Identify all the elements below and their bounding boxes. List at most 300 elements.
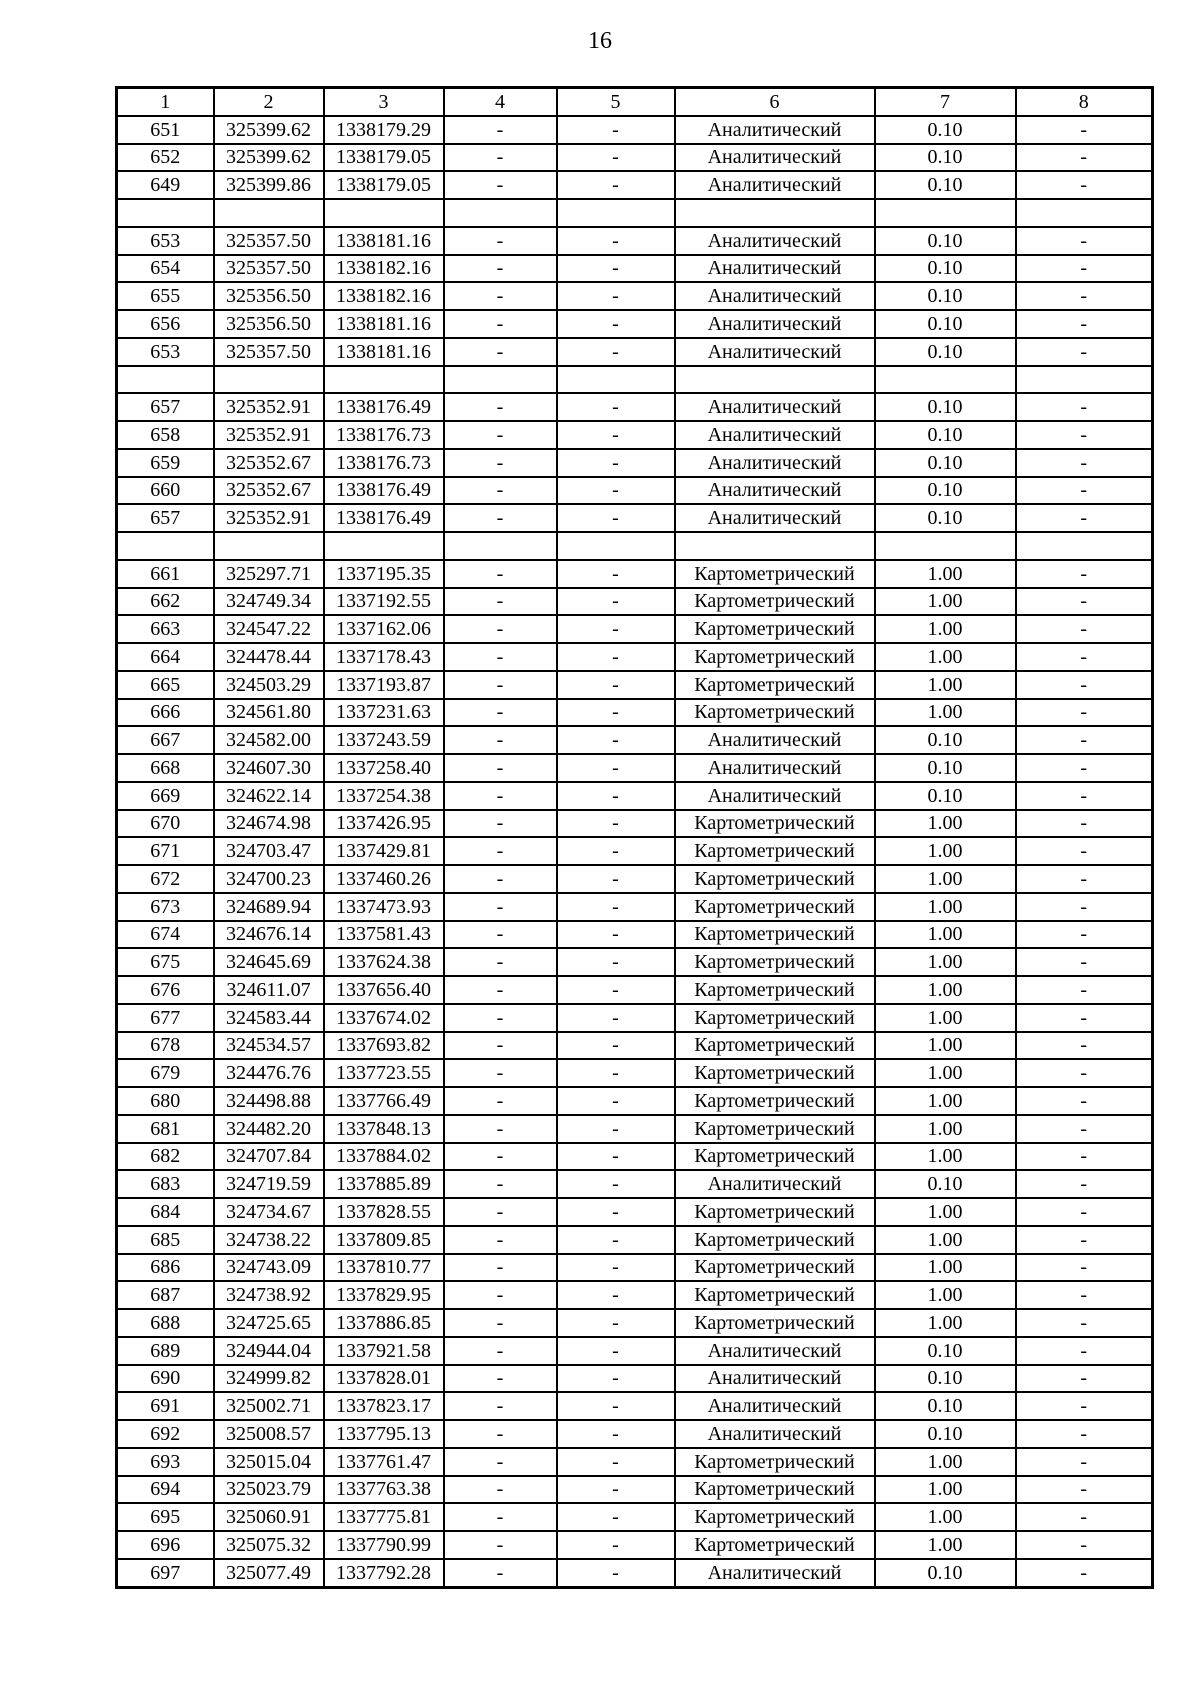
x-coordinate-cell: 325352.91 [214,504,324,532]
method-cell: Аналитический [675,171,875,199]
col5-cell: - [557,255,675,283]
accuracy-cell: 1.00 [875,1448,1016,1476]
table-row [117,1309,1153,1337]
col5-cell: - [557,810,675,838]
col5-cell: - [557,1503,675,1531]
accuracy-cell: 1.00 [875,1503,1016,1531]
col8-cell: - [1016,1198,1153,1226]
page-number: 16 [588,28,612,54]
col4-cell: - [444,1170,557,1198]
accuracy-cell: 1.00 [875,1032,1016,1060]
col8-cell: - [1016,1365,1153,1393]
col8-cell: - [1016,948,1153,976]
method-cell: Аналитический [675,726,875,754]
col4-cell: - [444,144,557,172]
method-cell: Картометрический [675,1226,875,1254]
x-coordinate-cell: 324725.65 [214,1309,324,1337]
col8-cell: - [1016,1392,1153,1420]
accuracy-cell: 1.00 [875,671,1016,699]
table-row [117,1004,1153,1032]
method-cell: Аналитический [675,255,875,283]
x-coordinate-cell: 324503.29 [214,671,324,699]
accuracy-cell [875,366,1016,394]
col4-cell: - [444,1143,557,1171]
y-coordinate-cell: 1337162.06 [324,615,444,643]
method-cell: Картометрический [675,893,875,921]
accuracy-cell: 0.10 [875,116,1016,144]
accuracy-cell: 0.10 [875,171,1016,199]
method-cell: Картометрический [675,1004,875,1032]
table-row [117,948,1153,976]
y-coordinate-cell: 1337193.87 [324,671,444,699]
table-row [117,1559,1153,1587]
col4-cell: - [444,116,557,144]
col5-cell: - [557,1559,675,1587]
col8-cell: - [1016,615,1153,643]
table-row [117,255,1153,283]
col5-cell: - [557,560,675,588]
col5-cell: - [557,116,675,144]
column-header: 3 [324,88,444,116]
x-coordinate-cell: 324611.07 [214,976,324,1004]
col8-cell: - [1016,1143,1153,1171]
x-coordinate-cell: 325357.50 [214,255,324,283]
x-coordinate-cell: 324582.00 [214,726,324,754]
x-coordinate-cell: 324700.23 [214,865,324,893]
x-coordinate-cell: 324622.14 [214,782,324,810]
col4-cell: - [444,1032,557,1060]
method-cell: Аналитический [675,504,875,532]
col5-cell: - [557,1309,675,1337]
y-coordinate-cell: 1338179.05 [324,144,444,172]
accuracy-cell: 1.00 [875,865,1016,893]
col8-cell: - [1016,671,1153,699]
x-coordinate-cell: 324478.44 [214,643,324,671]
method-cell: Картометрический [675,1059,875,1087]
y-coordinate-cell: 1337581.43 [324,921,444,949]
method-cell: Аналитический [675,1170,875,1198]
point-number-cell: 687 [117,1281,214,1309]
table-row [117,144,1153,172]
col8-cell [1016,199,1153,227]
method-cell: Аналитический [675,282,875,310]
x-coordinate-cell: 325023.79 [214,1476,324,1504]
method-cell: Аналитический [675,1420,875,1448]
method-cell: Картометрический [675,1503,875,1531]
col8-cell: - [1016,504,1153,532]
table-row [117,560,1153,588]
method-cell: Аналитический [675,310,875,338]
point-number-cell: 657 [117,393,214,421]
accuracy-cell: 1.00 [875,1226,1016,1254]
col4-cell: - [444,1337,557,1365]
y-coordinate-cell: 1338176.49 [324,393,444,421]
y-coordinate-cell: 1337178.43 [324,643,444,671]
col5-cell: - [557,310,675,338]
col4-cell: - [444,976,557,1004]
col5-cell: - [557,1392,675,1420]
y-coordinate-cell: 1337886.85 [324,1309,444,1337]
x-coordinate-cell: 324676.14 [214,921,324,949]
col5-cell: - [557,1420,675,1448]
method-cell [675,532,875,560]
col5-cell: - [557,393,675,421]
col8-cell [1016,366,1153,394]
col4-cell: - [444,171,557,199]
point-number-cell: 695 [117,1503,214,1531]
method-cell: Картометрический [675,976,875,1004]
point-number-cell: 661 [117,560,214,588]
col8-cell: - [1016,1004,1153,1032]
y-coordinate-cell: 1337828.01 [324,1365,444,1393]
method-cell: Картометрический [675,671,875,699]
y-coordinate-cell: 1338179.05 [324,171,444,199]
table-row [117,116,1153,144]
y-coordinate-cell: 1337192.55 [324,588,444,616]
table-row [117,1420,1153,1448]
column-header: 1 [117,88,214,116]
accuracy-cell: 0.10 [875,255,1016,283]
col5-cell: - [557,671,675,699]
table-row [117,1254,1153,1282]
table-row [117,726,1153,754]
x-coordinate-cell: 324707.84 [214,1143,324,1171]
col8-cell: - [1016,1226,1153,1254]
col8-cell: - [1016,1448,1153,1476]
method-cell: Картометрический [675,1309,875,1337]
y-coordinate-cell [324,366,444,394]
col5-cell: - [557,699,675,727]
x-coordinate-cell: 324534.57 [214,1032,324,1060]
y-coordinate-cell: 1337809.85 [324,1226,444,1254]
y-coordinate-cell: 1337254.38 [324,782,444,810]
col4-cell: - [444,1115,557,1143]
table-row [117,199,1153,227]
point-number-cell: 666 [117,699,214,727]
x-coordinate-cell: 325399.62 [214,116,324,144]
accuracy-cell: 0.10 [875,338,1016,366]
x-coordinate-cell: 325352.67 [214,449,324,477]
col4-cell: - [444,310,557,338]
x-coordinate-cell: 324583.44 [214,1004,324,1032]
method-cell: Картометрический [675,1143,875,1171]
y-coordinate-cell: 1337429.81 [324,837,444,865]
col8-cell: - [1016,921,1153,949]
col4-cell [444,532,557,560]
accuracy-cell: 0.10 [875,227,1016,255]
point-number-cell: 682 [117,1143,214,1171]
y-coordinate-cell: 1337795.13 [324,1420,444,1448]
col8-cell: - [1016,1420,1153,1448]
col8-cell: - [1016,477,1153,505]
y-coordinate-cell: 1337790.99 [324,1531,444,1559]
col4-cell: - [444,227,557,255]
point-number-cell: 680 [117,1087,214,1115]
table-header-row [117,88,1153,116]
y-coordinate-cell [324,199,444,227]
col5-cell: - [557,921,675,949]
method-cell: Картометрический [675,1476,875,1504]
column-header: 6 [675,88,875,116]
table-row [117,1059,1153,1087]
col4-cell: - [444,421,557,449]
col4-cell: - [444,782,557,810]
col4-cell: - [444,393,557,421]
y-coordinate-cell: 1338176.73 [324,421,444,449]
table-row [117,171,1153,199]
x-coordinate-cell: 325352.91 [214,393,324,421]
col5-cell: - [557,1143,675,1171]
method-cell: Аналитический [675,116,875,144]
accuracy-cell: 1.00 [875,1143,1016,1171]
col5-cell: - [557,477,675,505]
point-number-cell [117,532,214,560]
x-coordinate-cell: 324749.34 [214,588,324,616]
y-coordinate-cell: 1338176.73 [324,449,444,477]
point-number-cell: 651 [117,116,214,144]
method-cell: Аналитический [675,227,875,255]
point-number-cell: 686 [117,1254,214,1282]
x-coordinate-cell: 325008.57 [214,1420,324,1448]
x-coordinate-cell: 325356.50 [214,282,324,310]
col4-cell: - [444,1254,557,1282]
col5-cell: - [557,338,675,366]
col5-cell: - [557,893,675,921]
point-number-cell: 689 [117,1337,214,1365]
x-coordinate-cell: 324999.82 [214,1365,324,1393]
accuracy-cell: 1.00 [875,1531,1016,1559]
method-cell: Картометрический [675,948,875,976]
point-number-cell: 658 [117,421,214,449]
col8-cell: - [1016,1337,1153,1365]
col5-cell [557,532,675,560]
x-coordinate-cell: 324607.30 [214,754,324,782]
x-coordinate-cell: 324547.22 [214,615,324,643]
col5-cell: - [557,227,675,255]
col4-cell: - [444,588,557,616]
coordinates-table [115,86,1154,1589]
table-row [117,588,1153,616]
y-coordinate-cell: 1337693.82 [324,1032,444,1060]
y-coordinate-cell: 1338179.29 [324,116,444,144]
table-row [117,532,1153,560]
col8-cell: - [1016,255,1153,283]
point-number-cell: 653 [117,227,214,255]
point-number-cell: 694 [117,1476,214,1504]
column-header: 5 [557,88,675,116]
y-coordinate-cell: 1338182.16 [324,255,444,283]
accuracy-cell: 0.10 [875,1170,1016,1198]
point-number-cell: 683 [117,1170,214,1198]
point-number-cell: 677 [117,1004,214,1032]
col4-cell: - [444,1531,557,1559]
table-row [117,449,1153,477]
x-coordinate-cell: 324689.94 [214,893,324,921]
column-header: 4 [444,88,557,116]
col8-cell: - [1016,1087,1153,1115]
col8-cell: - [1016,893,1153,921]
col8-cell: - [1016,976,1153,1004]
col8-cell: - [1016,699,1153,727]
col5-cell: - [557,1254,675,1282]
accuracy-cell [875,532,1016,560]
x-coordinate-cell: 324738.92 [214,1281,324,1309]
col8-cell: - [1016,449,1153,477]
method-cell: Аналитический [675,338,875,366]
accuracy-cell: 1.00 [875,1309,1016,1337]
accuracy-cell: 0.10 [875,782,1016,810]
y-coordinate-cell: 1338181.16 [324,227,444,255]
method-cell: Картометрический [675,921,875,949]
accuracy-cell: 0.10 [875,1392,1016,1420]
accuracy-cell: 0.10 [875,449,1016,477]
table-row [117,754,1153,782]
col4-cell: - [444,1087,557,1115]
point-number-cell: 665 [117,671,214,699]
accuracy-cell: 1.00 [875,588,1016,616]
point-number-cell: 688 [117,1309,214,1337]
table-row [117,1032,1153,1060]
method-cell: Картометрический [675,810,875,838]
table-row [117,366,1153,394]
table-row [117,477,1153,505]
accuracy-cell: 1.00 [875,1198,1016,1226]
accuracy-cell: 1.00 [875,1476,1016,1504]
method-cell: Картометрический [675,1448,875,1476]
col5-cell [557,199,675,227]
col8-cell: - [1016,421,1153,449]
table-row [117,1476,1153,1504]
table-row [117,921,1153,949]
y-coordinate-cell: 1337195.35 [324,560,444,588]
table-body [117,116,1153,1587]
method-cell: Картометрический [675,1281,875,1309]
y-coordinate-cell: 1338176.49 [324,504,444,532]
point-number-cell: 664 [117,643,214,671]
x-coordinate-cell [214,366,324,394]
col5-cell: - [557,421,675,449]
table-row [117,1365,1153,1393]
y-coordinate-cell: 1337884.02 [324,1143,444,1171]
col5-cell: - [557,282,675,310]
col4-cell: - [444,1392,557,1420]
col8-cell: - [1016,116,1153,144]
point-number-cell: 657 [117,504,214,532]
accuracy-cell: 0.10 [875,282,1016,310]
method-cell: Картометрический [675,1115,875,1143]
x-coordinate-cell: 324738.22 [214,1226,324,1254]
col5-cell: - [557,865,675,893]
y-coordinate-cell: 1337828.55 [324,1198,444,1226]
method-cell: Картометрический [675,1531,875,1559]
accuracy-cell: 1.00 [875,1254,1016,1282]
col4-cell: - [444,1198,557,1226]
col5-cell: - [557,1198,675,1226]
x-coordinate-cell [214,199,324,227]
y-coordinate-cell: 1337792.28 [324,1559,444,1587]
col8-cell: - [1016,1032,1153,1060]
col8-cell: - [1016,1309,1153,1337]
col5-cell: - [557,1087,675,1115]
col5-cell: - [557,615,675,643]
x-coordinate-cell: 325077.49 [214,1559,324,1587]
table-row [117,1143,1153,1171]
point-number-cell: 673 [117,893,214,921]
point-number-cell: 659 [117,449,214,477]
y-coordinate-cell: 1337775.81 [324,1503,444,1531]
x-coordinate-cell: 325352.91 [214,421,324,449]
col4-cell: - [444,1309,557,1337]
accuracy-cell: 0.10 [875,1559,1016,1587]
x-coordinate-cell: 324743.09 [214,1254,324,1282]
y-coordinate-cell: 1338181.16 [324,310,444,338]
method-cell: Аналитический [675,754,875,782]
table-row [117,1392,1153,1420]
y-coordinate-cell [324,532,444,560]
col5-cell: - [557,1476,675,1504]
x-coordinate-cell: 325357.50 [214,338,324,366]
col4-cell: - [444,1503,557,1531]
accuracy-cell: 0.10 [875,477,1016,505]
col4-cell: - [444,1059,557,1087]
col4-cell: - [444,255,557,283]
col8-cell: - [1016,1531,1153,1559]
col4-cell: - [444,921,557,949]
table-row [117,338,1153,366]
y-coordinate-cell: 1337426.95 [324,810,444,838]
accuracy-cell: 0.10 [875,1337,1016,1365]
y-coordinate-cell: 1337473.93 [324,893,444,921]
table-row [117,282,1153,310]
point-number-cell: 696 [117,1531,214,1559]
col8-cell: - [1016,560,1153,588]
method-cell: Картометрический [675,865,875,893]
col8-cell: - [1016,393,1153,421]
method-cell: Картометрический [675,699,875,727]
col8-cell: - [1016,282,1153,310]
col4-cell: - [444,893,557,921]
table-row [117,1337,1153,1365]
table-row [117,837,1153,865]
accuracy-cell: 1.00 [875,810,1016,838]
col4-cell: - [444,754,557,782]
method-cell: Картометрический [675,615,875,643]
col8-cell: - [1016,144,1153,172]
y-coordinate-cell: 1337921.58 [324,1337,444,1365]
point-number-cell: 678 [117,1032,214,1060]
accuracy-cell: 1.00 [875,948,1016,976]
table-row [117,1448,1153,1476]
col5-cell: - [557,782,675,810]
col4-cell [444,199,557,227]
col5-cell: - [557,1337,675,1365]
col8-cell: - [1016,1503,1153,1531]
col5-cell: - [557,1004,675,1032]
column-header: 8 [1016,88,1153,116]
col8-cell: - [1016,1115,1153,1143]
y-coordinate-cell: 1337231.63 [324,699,444,727]
point-number-cell: 652 [117,144,214,172]
x-coordinate-cell: 325399.86 [214,171,324,199]
accuracy-cell: 0.10 [875,310,1016,338]
accuracy-cell: 0.10 [875,726,1016,754]
point-number-cell: 693 [117,1448,214,1476]
accuracy-cell: 0.10 [875,1365,1016,1393]
table-row [117,865,1153,893]
point-number-cell: 663 [117,615,214,643]
col5-cell: - [557,1226,675,1254]
point-number-cell: 649 [117,171,214,199]
